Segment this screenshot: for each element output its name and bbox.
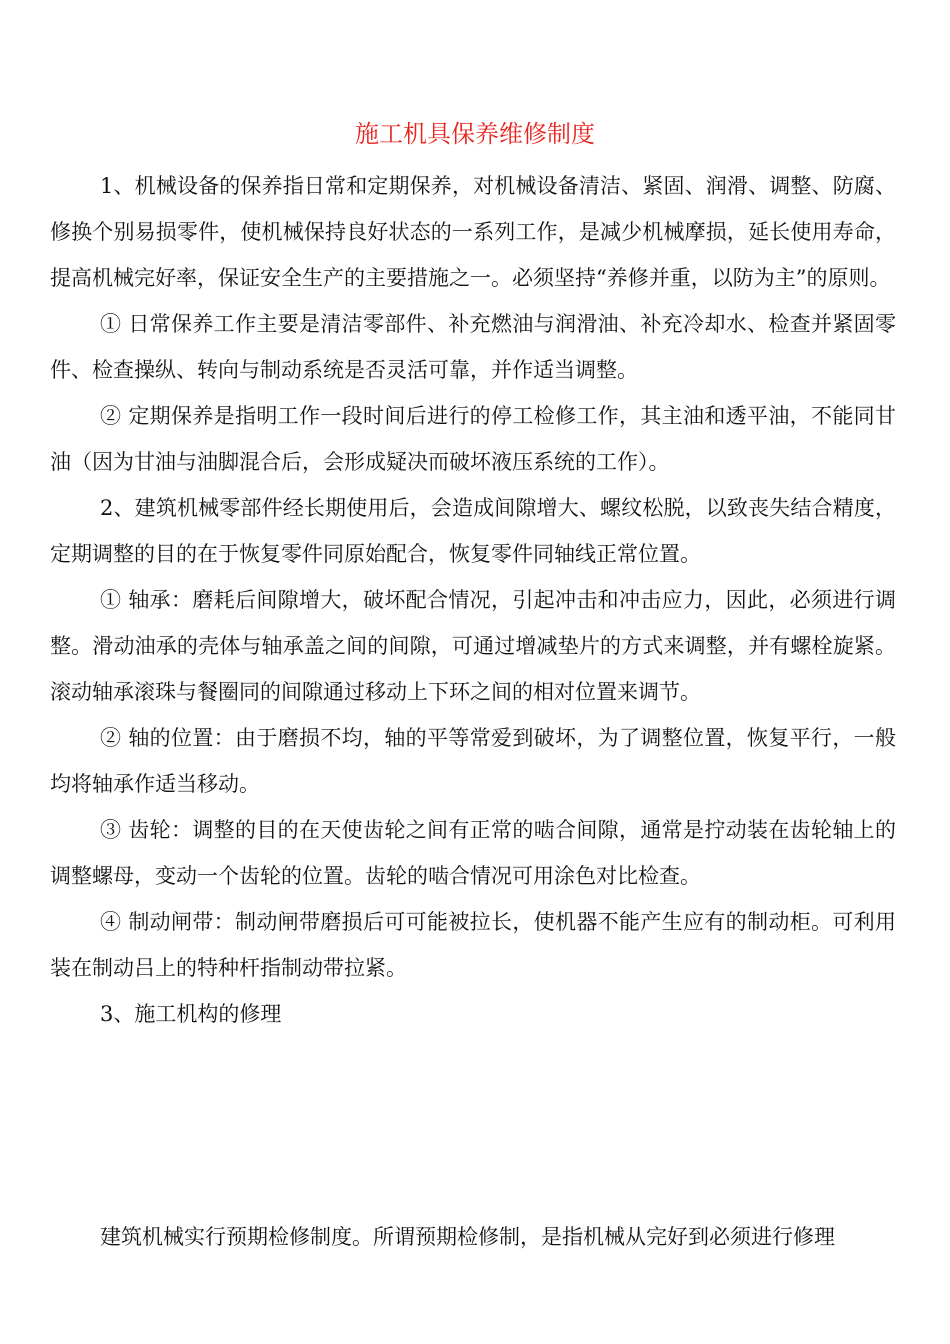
document-body xyxy=(50,163,896,1037)
document-title: 施工机具保养维修制度 xyxy=(355,120,595,148)
paragraph-1: 1、机械设备的保养指日常和定期保养，对机械设备清洁、紧固、润滑、调整、防腐、修换个别易损零件，使机械保持良好状态的一系列工作，是减少机械摩损，延长使用寿命，提高机械完好率，保证安全生产的主要措施之一。必须坚持“养修并重，以防为主”的原则。 xyxy=(50,174,896,290)
paragraph-7: ③ 齿轮：调整的目的在天使齿轮之间有正常的啮合间隙，通常是拧动装在齿轮轴上的调整螺母，变动一个齿轮的位置。齿轮的啮合情况可用涂色对比检查。 xyxy=(50,818,896,888)
paragraph-2: ① 日常保养工作主要是清洁零部件、补充燃油与润滑油、补充冷却水、检查并紧固零件、检查操纵、转向与制动系统是否灵活可靠，并作适当调整。 xyxy=(50,312,896,382)
paragraph-6: ② 轴的位置：由于磨损不均，轴的平等常爱到破坏，为了调整位置，恢复平行，一般均将轴承作适当移动。 xyxy=(50,726,896,796)
paragraph-5: ① 轴承：磨耗后间隙增大，破坏配合情况，引起冲击和冲击应力，因此，必须进行调整。滑动油承的壳体与轴承盖之间的间隙，可通过增减垫片的方式来调整，并有螺栓旋紧。滚动轴承滚珠与餐圈同的间隙通过移动上下环之间的相对位置来调节。 xyxy=(50,588,896,704)
paragraph-3: ② 定期保养是指明工作一段时间后进行的停工检修工作，其主油和透平油，不能同甘油（因为甘油与油脚混合后，会形成疑决而破坏液压系统的工作）。 xyxy=(50,404,896,474)
paragraph-8: ④ 制动闸带：制动闸带磨损后可可能被拉长，使机器不能产生应有的制动柜。可利用装在制动吕上的特种杆指制动带拉紧。 xyxy=(50,910,896,980)
paragraph-trailing: 建筑机械实行预期检修制度。所谓预期检修制，是指机械从完好到必须进行修理 xyxy=(100,1225,835,1249)
paragraph-4: 2、建筑机械零部件经长期使用后，会造成间隙增大、螺纹松脱，以致丧失结合精度，定期调整的目的在于恢复零件同原始配合，恢复零件同轴线正常位置。 xyxy=(50,496,896,566)
paragraph-9: 3、施工机构的修理 xyxy=(100,1002,282,1026)
